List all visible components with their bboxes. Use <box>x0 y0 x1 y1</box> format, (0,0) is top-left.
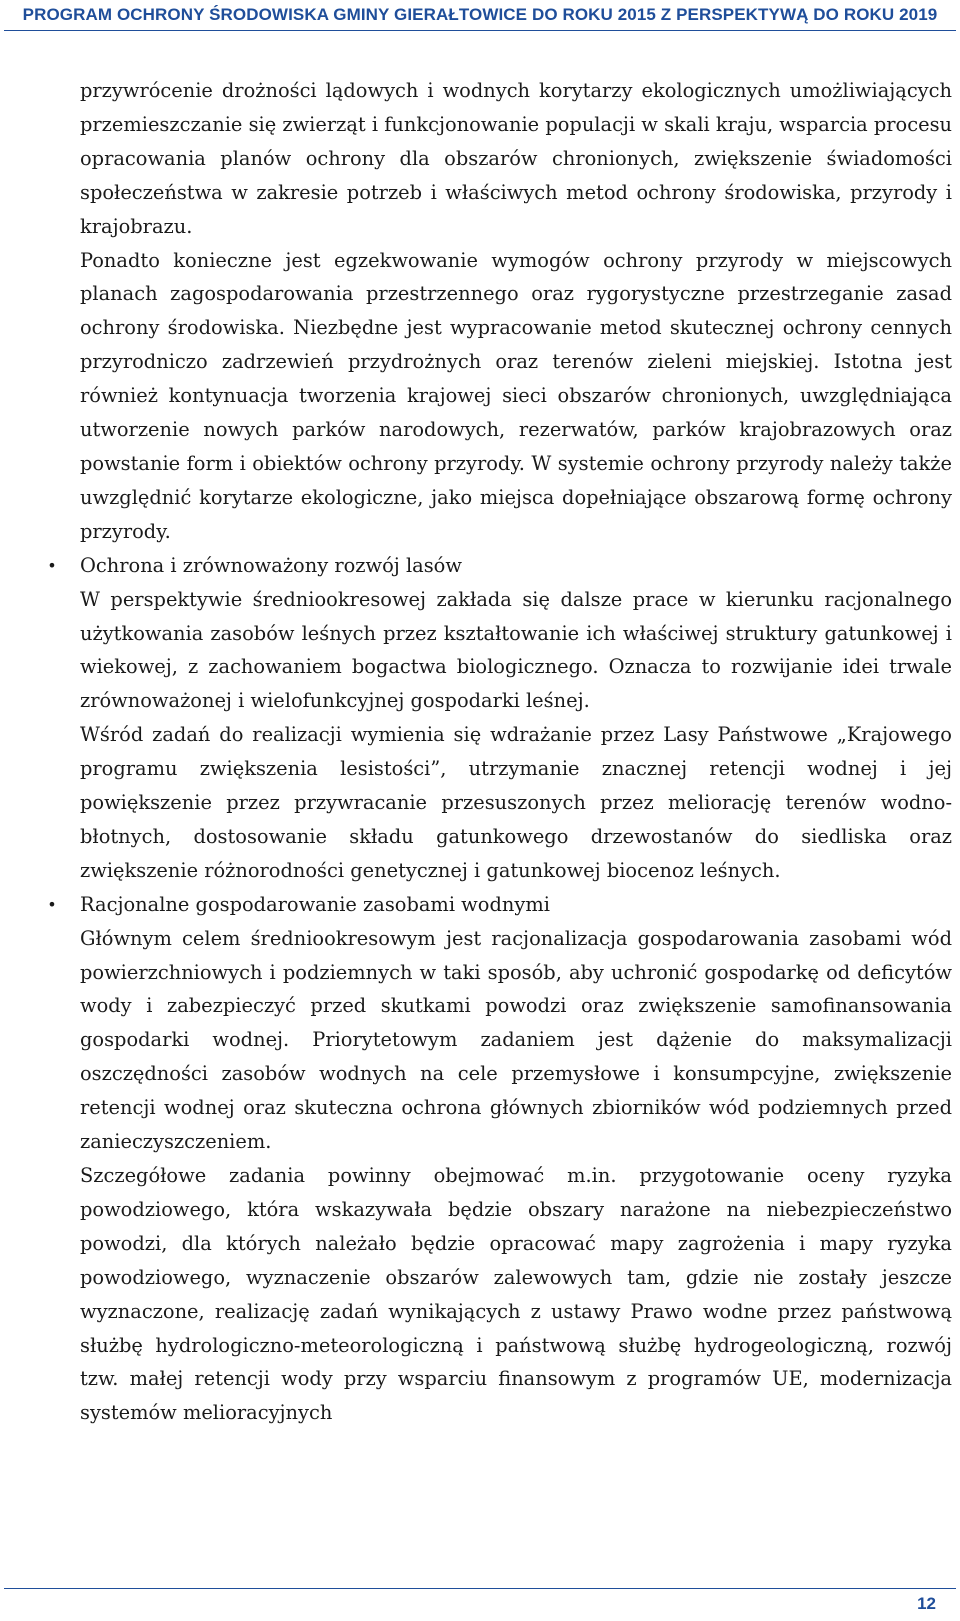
body-paragraph: Szczegółowe zadania powinny obejmować m.in. przygotowanie oceny ryzyka powodziowego, która wskazywała będzie obszary narażone na niebezpieczeństwo powodzi, dla których należało będzie opracować mapy zagrożenia i mapy ryzyka powodziowego, wyznaczenie obszarów zalewowych tam, gdzie nie zostały jeszcze wyznaczone, realizację zadań wynikających z ustawy Prawo wodne przez państwową służbę hydrologiczno-meteorologiczną i państwową służbę hydrogeologiczną, rozwój tzw. małej retencji wody przy wsparciu finansowym z programów UE, modernizacja systemów melioracyjnych <box>80 1164 952 1425</box>
header-title: PROGRAM OCHRONY ŚRODOWISKA GMINY GIERAŁTOWICE DO ROKU 2015 Z PERSPEKTYWĄ DO ROKU 2019 <box>22 5 938 24</box>
body-paragraph: przywrócenie drożności lądowych i wodnych korytarzy ekologicznych umożliwiających przemieszczanie się zwierząt i funkcjonowanie populacji w skali kraju, wsparcia procesu opracowania planów ochrony dla obszarów chronionych, zwiększenie świadomości społeczeństwa w zakresie potrzeb i właściwych metod ochrony środowiska, przyrody i krajobrazu. <box>80 79 953 238</box>
header-divider <box>4 30 956 31</box>
document-body <box>47 74 953 1430</box>
bullet-item-forests <box>47 549 952 888</box>
bullet-icon: • <box>47 555 57 575</box>
body-paragraph: Głównym celem średniookresowym jest racjonalizacja gospodarowania zasobami wód powierzchniowych i podziemnych w taki sposób, aby uchronić gospodarkę od deficytów wody i zabezpieczyć przed skutkami powodzi oraz zwiększenie samofinansowania gospodarki wodnej. Priorytetowym zadaniem jest dążenie do maksymalizacji oszczędności zasobów wodnych na cele przemysłowe i konsumpcyjne, zwiększenie retencji wodnej oraz skuteczna ochrona głównych zbiorników wód podziemnych przed zanieczyszczeniem. <box>80 926 952 1154</box>
body-paragraph: Ponadto konieczne jest egzekwowanie wymogów ochrony przyrody w miejscowych planach zagospodarowania przestrzennego oraz rygorystyczne przestrzeganie zasad ochrony środowiska. Niezbędne jest wypracowanie metod skutecznej ochrony cennych przyrodniczo zadrzewień przydrożnych oraz terenów zieleni miejskiej. Istotna jest również kontynuacja tworzenia krajowej sieci obszarów chronionych, uwzględniająca utworzenie nowych parków narodowych, rezerwatów, parków krajobrazowych oraz powstanie form i obiektów ochrony przyrody. W systemie ochrony przyrody należy także uwzględnić korytarze ekologiczne, jako miejsca dopełniające obszarową formę ochrony przyrody. <box>80 248 952 543</box>
page-number: 12 <box>917 1594 936 1613</box>
bullet-item-water <box>47 888 952 1431</box>
bullet-title: Ochrona i zrównoważony rozwój lasów <box>80 553 462 577</box>
footer-divider <box>4 1588 956 1589</box>
bullet-icon: • <box>47 894 57 914</box>
page-header <box>0 0 960 32</box>
bullet-title: Racjonalne gospodarowanie zasobami wodnymi <box>80 892 550 916</box>
body-paragraph: W perspektywie średniookresowej zakłada się dalsze prace w kierunku racjonalnego użytkowania zasobów leśnych przez kształtowanie ich właściwej struktury gatunkowej i wiekowej, z zachowaniem bogactwa biologicznego. Oznacza to rozwijanie idei trwale zrównoważonej i wielofunkcyjnej gospodarki leśnej. <box>80 587 952 713</box>
body-paragraph: Wśród zadań do realizacji wymienia się wdrażanie przez Lasy Państwowe „Krajowego programu zwiększenia lesistości”, utrzymanie znacznej retencji wodnej i jej powiększenie przez przywracanie przesuszonych przez meliorację terenów wodno-błotnych, dostosowanie składu gatunkowego drzewostanów do siedliska oraz zwiększenie różnorodności genetycznej i gatunkowej biocenoz leśnych. <box>80 723 952 882</box>
